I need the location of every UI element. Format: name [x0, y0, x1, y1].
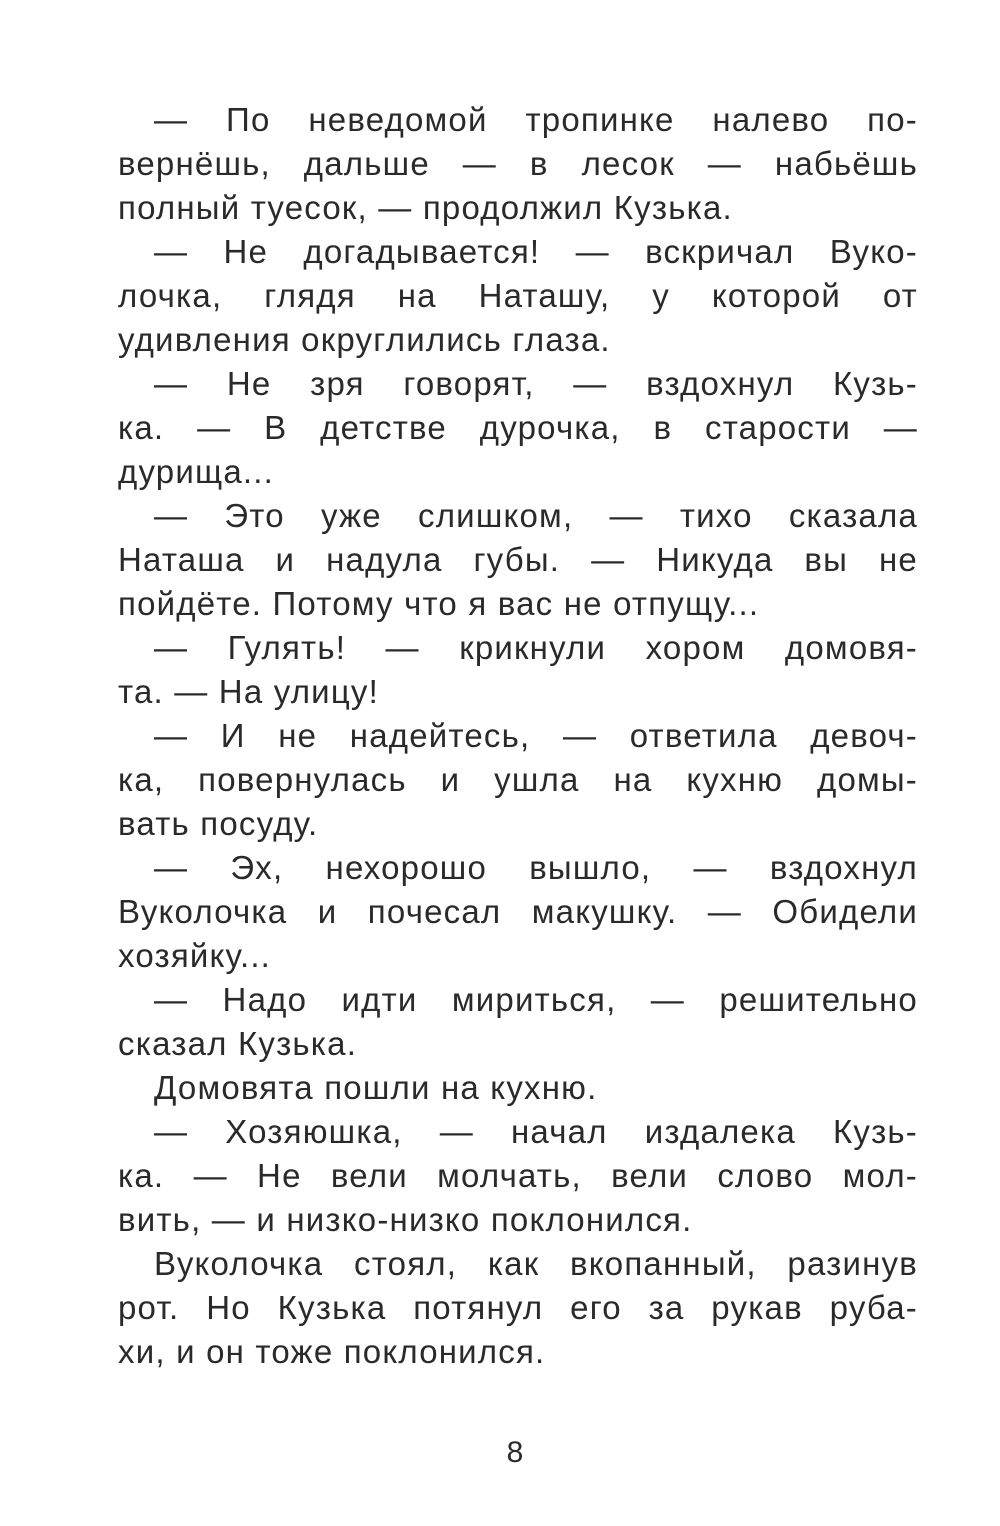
text-line: хи, и он тоже поклонился.: [118, 1333, 546, 1370]
text-line: Наташа и надула губы. — Никуда вы не: [118, 541, 918, 578]
text-line: — Гулять! — крикнули хором домовя-: [154, 629, 918, 666]
text-line: полный туесок, — продолжил Кузька.: [118, 189, 733, 226]
text-line: Домовята пошли на кухню.: [154, 1069, 598, 1106]
body-text: [118, 98, 918, 1374]
text-line: — Эх, нехорошо вышло, — вздохнул: [154, 849, 918, 886]
page-number: 8: [506, 1436, 524, 1469]
text-line: — Это уже слишком, — тихо сказала: [154, 497, 918, 534]
text-line: ка, повернулась и ушла на кухню домы-: [118, 761, 918, 798]
text-line: — Не зря говорят, — вздохнул Кузь-: [154, 365, 918, 402]
text-line: ка. — В детстве дурочка, в старости —: [118, 409, 918, 446]
paragraph: [118, 978, 918, 1066]
text-line: дурища...: [118, 453, 274, 490]
text-line: — Надо идти мириться, — решительно: [154, 981, 918, 1018]
text-line: Вуколочка стоял, как вкопанный, разинув: [154, 1245, 918, 1282]
text-line: рот. Но Кузька потянул его за рукав руба-: [118, 1289, 918, 1326]
paragraph: [118, 494, 918, 626]
text-line: удивления округлились глаза.: [118, 321, 611, 358]
paragraph: [118, 362, 918, 494]
text-line: — Не догадывается! — вскричал Вуко-: [154, 233, 918, 270]
text-line: Вуколочка и почесал макушку. — Обидели: [118, 893, 918, 930]
text-line: лочка, глядя на Наташу, у которой от: [118, 277, 918, 314]
text-line: — И не надейтесь, — ответила девоч-: [154, 717, 918, 754]
text-line: вернёшь, дальше — в лесок — набьёшь: [118, 145, 918, 182]
text-line: — Хозяюшка, — начал издалека Кузь-: [154, 1113, 918, 1150]
text-line: ка. — Не вели молчать, вели слово мол-: [118, 1157, 918, 1194]
paragraph: [118, 626, 918, 714]
text-line: сказал Кузька.: [118, 1025, 358, 1062]
paragraph: [118, 1242, 918, 1374]
text-line: та. — На улицу!: [118, 673, 379, 710]
paragraph: [118, 230, 918, 362]
paragraph: [118, 1110, 918, 1242]
paragraph: [118, 846, 918, 978]
paragraph: [118, 1066, 918, 1110]
text-line: хозяйку...: [118, 937, 272, 974]
paragraph: [118, 98, 918, 230]
text-line: пойдёте. Потому что я вас не отпущу...: [118, 585, 760, 622]
text-line: — По неведомой тропинке налево по-: [154, 101, 918, 138]
text-line: вить, — и низко-низко поклонился.: [118, 1201, 693, 1238]
text-line: вать посуду.: [118, 805, 319, 842]
paragraph: [118, 714, 918, 846]
